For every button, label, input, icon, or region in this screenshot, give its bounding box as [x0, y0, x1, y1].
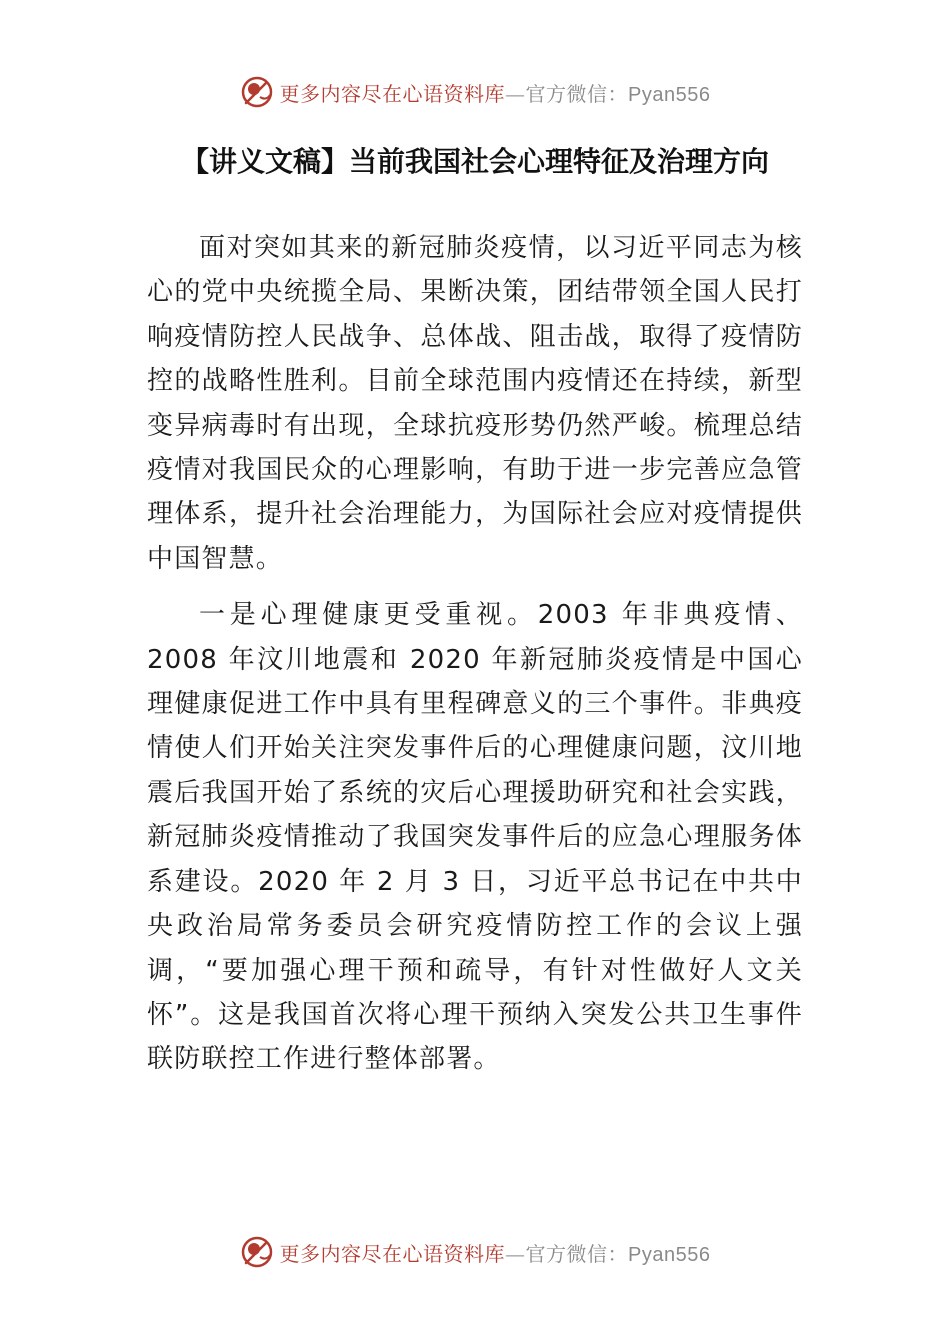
document-title: 【讲义文稿】当前我国社会心理特征及治理方向	[180, 145, 769, 178]
banner-dash: —	[505, 1241, 526, 1266]
paragraph-2: 一是心理健康更受重视。2003 年非典疫情、2008 年汶川地震和 2020 年新冠肺炎疫情是中国心理健康促进工作中具有里程碑意义的三个事件。非典疫情使人们开始关注突发事件后的心理健康问题，汶川地震后我国开始了系统的灾后心理援助研究和社会实践，新冠肺炎疫情推动了我国突发事件后的应急心理服务体系建设。2020 年 2 月 3 日，习近平总书记在中共中央政治局常务委员会研究疫情防控工作的会议上强调，“要加强心理干预和疏导，有针对性做好人文关怀”。这是我国首次将心理干预纳入突发公共卫生事件联防联控工作进行整体部署。	[147, 600, 803, 1075]
banner-wechat-account: Pyan556	[628, 1243, 711, 1266]
banner-text	[280, 78, 711, 107]
header-banner	[0, 72, 950, 112]
document-body	[147, 226, 803, 1094]
footer-banner	[0, 1232, 950, 1272]
banner-wechat-label: 官方微信：	[525, 81, 629, 106]
banner-site-name: 更多内容尽在心语资料库	[279, 1241, 506, 1266]
seal-logo-icon	[240, 1235, 274, 1269]
banner-dash: —	[505, 81, 526, 106]
paragraph-1: 面对突如其来的新冠肺炎疫情，以习近平同志为核心的党中央统揽全局、果断决策，团结带领全国人民打响疫情防控人民战争、总体战、阻击战，取得了疫情防控的战略性胜利。目前全球范围内疫情还在持续，新型变异病毒时有出现，全球抗疫形势仍然严峻。梳理总结疫情对我国民众的心理影响，有助于进一步完善应急管理体系，提升社会治理能力，为国际社会应对疫情提供中国智慧。	[147, 233, 803, 574]
banner-text	[280, 1238, 711, 1267]
seal-logo-icon	[240, 75, 274, 109]
banner-wechat-label: 官方微信：	[525, 1241, 629, 1266]
banner-site-name: 更多内容尽在心语资料库	[279, 81, 506, 106]
banner-wechat-account: Pyan556	[628, 83, 711, 106]
